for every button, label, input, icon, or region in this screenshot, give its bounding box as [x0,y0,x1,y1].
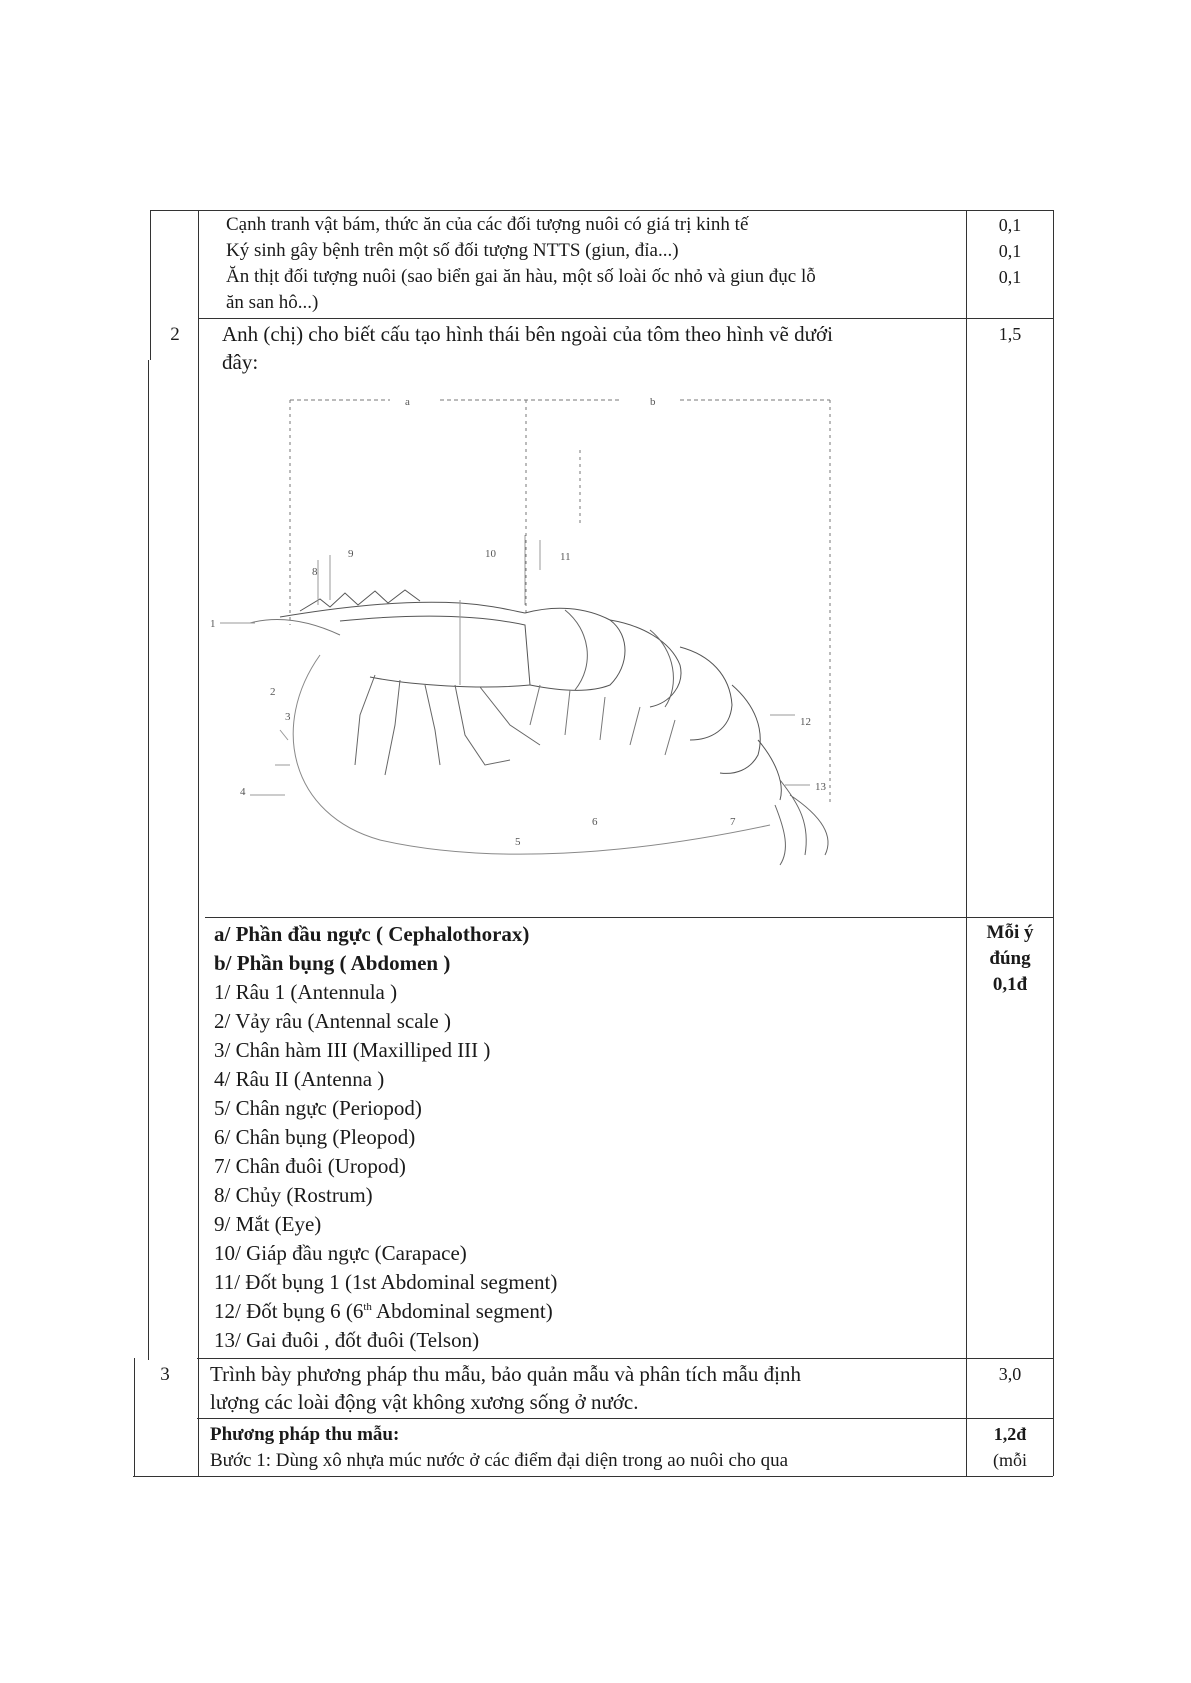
step-1: Bước 1: Dùng xô nhựa múc nước ở các điểm đại diện trong ao nuôi cho qua [210,1450,789,1471]
answer-6: 6/ Chân bụng (Pleopod) [214,1125,416,1149]
figure-label-5: 5 [515,836,521,848]
answer-11: 11/ Đốt bụng 1 (1st Abdominal segment) [214,1270,558,1294]
row3-question-line-1: Trình bày phương pháp thu mẫu, bảo quản mẫu và phân tích mẫu định [210,1362,801,1386]
row2-bottom-line [197,1358,1053,1359]
table-border-bottom [133,1476,1053,1477]
figure-label-a: a [405,396,410,408]
shrimp-diagram [210,385,850,905]
row1-line-1: Cạnh tranh vật bám, thức ăn của các đối tượng nuôi có giá trị kinh tế [226,214,749,235]
step-1-score: (mỗi [993,1450,1027,1470]
figure-label-11: 11 [560,551,571,563]
left-border-mid [148,360,149,1360]
answer-12: 12/ Đốt bụng 6 (6th Abdominal segment) [214,1299,553,1323]
row1-score-3: 0,1 [998,267,1022,287]
answer-3: 3/ Chân hàm III (Maxilliped III ) [214,1038,491,1062]
left-border-lower [134,1358,135,1476]
score-note-3: 0,1đ [992,974,1028,995]
figure-bottom-line [205,917,1053,918]
right-border [1053,210,1054,1476]
figure-label-3: 3 [285,711,291,723]
answer-1: 1/ Râu 1 (Antennula ) [214,980,398,1004]
score-column-divider [966,210,967,1476]
figure-label-10: 10 [485,548,496,560]
table-border-top [150,210,1053,211]
row1-line-4: ăn san hô...) [226,292,319,313]
answer-7: 7/ Chân đuôi (Uropod) [214,1154,406,1178]
number-column-divider [198,210,199,1476]
figure-label-4: 4 [240,786,246,798]
method-score: 1,2đ [993,1424,1027,1444]
row1-score-1: 0,1 [998,215,1022,235]
answer-2: 2/ Vảy râu (Antennal scale ) [214,1009,451,1033]
answer-4: 4/ Râu II (Antenna ) [214,1067,385,1091]
row1-bottom-line [198,318,1053,319]
row1-line-3: Ăn thịt đối tượng nuôi (sao biển gai ăn hàu, một số loài ốc nhỏ và giun đục lỗ [226,266,816,287]
answer-a: a/ Phần đầu ngực ( Cephalothorax) [214,922,530,946]
left-border-upper [150,210,151,360]
answer-8: 8/ Chủy (Rostrum) [214,1183,373,1207]
row2-question-line-1: Anh (chị) cho biết cấu tạo hình thái bên ngoài của tôm theo hình vẽ dưới [222,322,833,346]
score-note-1: Mỗi ý [986,922,1034,943]
figure-label-8: 8 [312,566,318,578]
row2-question-line-2: đây: [222,350,259,374]
figure-label-13: 13 [815,781,826,793]
answer-10: 10/ Giáp đầu ngực (Carapace) [214,1241,467,1265]
figure-label-6: 6 [592,816,598,828]
method-title: Phương pháp thu mẫu: [210,1424,400,1445]
figure-label-1: 1 [210,618,216,630]
figure-label-7: 7 [730,816,736,828]
row3-number: 3 [160,1364,170,1385]
row3-question-line-2: lượng các loài động vật không xương sống ở nước. [210,1390,639,1414]
answer-5: 5/ Chân ngực (Periopod) [214,1096,422,1120]
score-note-2: đúng [989,948,1031,969]
row1-score-2: 0,1 [998,241,1022,261]
answer-13: 13/ Gai đuôi , đốt đuôi (Telson) [214,1328,480,1352]
row2-number: 2 [170,324,180,345]
answer-9: 9/ Mắt (Eye) [214,1212,322,1236]
row3-question-bottom-line [197,1418,1053,1419]
figure-label-b: b [650,396,656,408]
row2-score: 1,5 [998,324,1022,344]
figure-label-9: 9 [348,548,354,560]
row3-score: 3,0 [998,1364,1022,1384]
answer-b: b/ Phần bụng ( Abdomen ) [214,951,451,975]
figure-label-2: 2 [270,686,276,698]
row1-line-2: Ký sinh gây bệnh trên một số đối tượng NTTS (giun, đỉa...) [226,240,679,261]
figure-label-12: 12 [800,716,811,728]
